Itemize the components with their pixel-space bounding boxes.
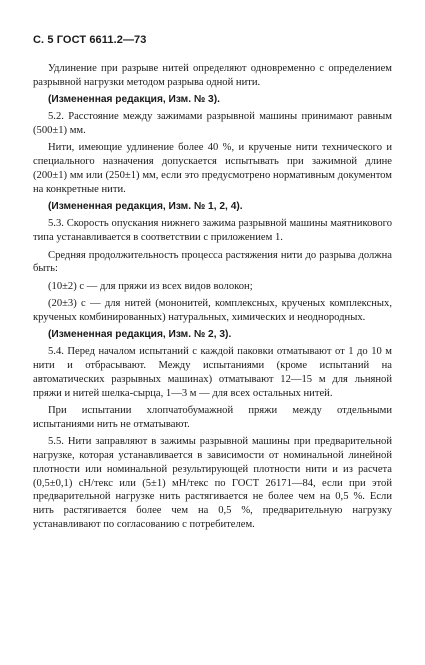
paragraph: 5.3. Скорость опускания нижнего зажима разрывной машины маятникового типа устанавливается в соответствии с приложением 1. <box>33 218 392 244</box>
paragraph: Удлинение при разрыве нитей определяют одновременно с определением разрывной нагрузки методом разрыва одной нити. <box>33 63 392 88</box>
edition-note: (Измененная редакция, Изм. № 3). <box>48 94 220 106</box>
page-header: С. 5 ГОСТ 6611.2—73 <box>33 34 147 46</box>
paragraph: Нити, имеющие удлинение более 40 %, и крученые нити технического и специального назначения допускается испытывать при зажимной длине (200±1) мм или (250±1) мм, если это предусмотрено нормативным документом на конкретные нити. <box>33 142 392 195</box>
document-body <box>33 62 392 535</box>
paragraph: При испытании хлопчатобумажной пряжи между отдельными испытаниями нить не отматывают. <box>33 405 392 430</box>
paragraph: Средняя продолжительность процесса растяжения нити до разрыва должна быть: <box>33 249 392 275</box>
paragraph: (10±2) с — для пряжи из всех видов волокон; <box>48 280 253 292</box>
paragraph: 5.4. Перед началом испытаний с каждой паковки отматывают от 1 до 10 м нити и отбрасывают. Между испытаниями (кроме испытаний на автоматических разрывных машинах) отматывают 12—15 м для льняной пряжи и нитей шелка-сырца, 1—3 м — для всех остальных нитей. <box>33 346 392 399</box>
edition-note: (Измененная редакция, Изм. № 2, 3). <box>48 329 232 341</box>
paragraph: (20±3) с — для нитей (мононитей, комплексных, крученых комплексных, крученых комбинированных) натуральных, химических и неоднородных. <box>33 297 392 323</box>
paragraph: 5.5. Нити заправляют в зажимы разрывной машины при предварительной нагрузке, которая устанавливается в зависимости от номинальной линейной плотности или номинальной результирующей плотности нити и из расчета (0,5±0,1) сН/текс или (5±1) мН/текс по ГОСТ 26171—84, если при этой предварительной нагрузке нить растягивается не более чем на 0,5 %. Если нить растягивается более чем на 0,5 %, предварительную нагрузку устанавливают по согласованию с потребителем. <box>33 436 392 530</box>
edition-note: (Измененная редакция, Изм. № 1, 2, 4). <box>48 201 243 213</box>
paragraph: 5.2. Расстояние между зажимами разрывной машины принимают равным (500±1) мм. <box>33 111 392 137</box>
